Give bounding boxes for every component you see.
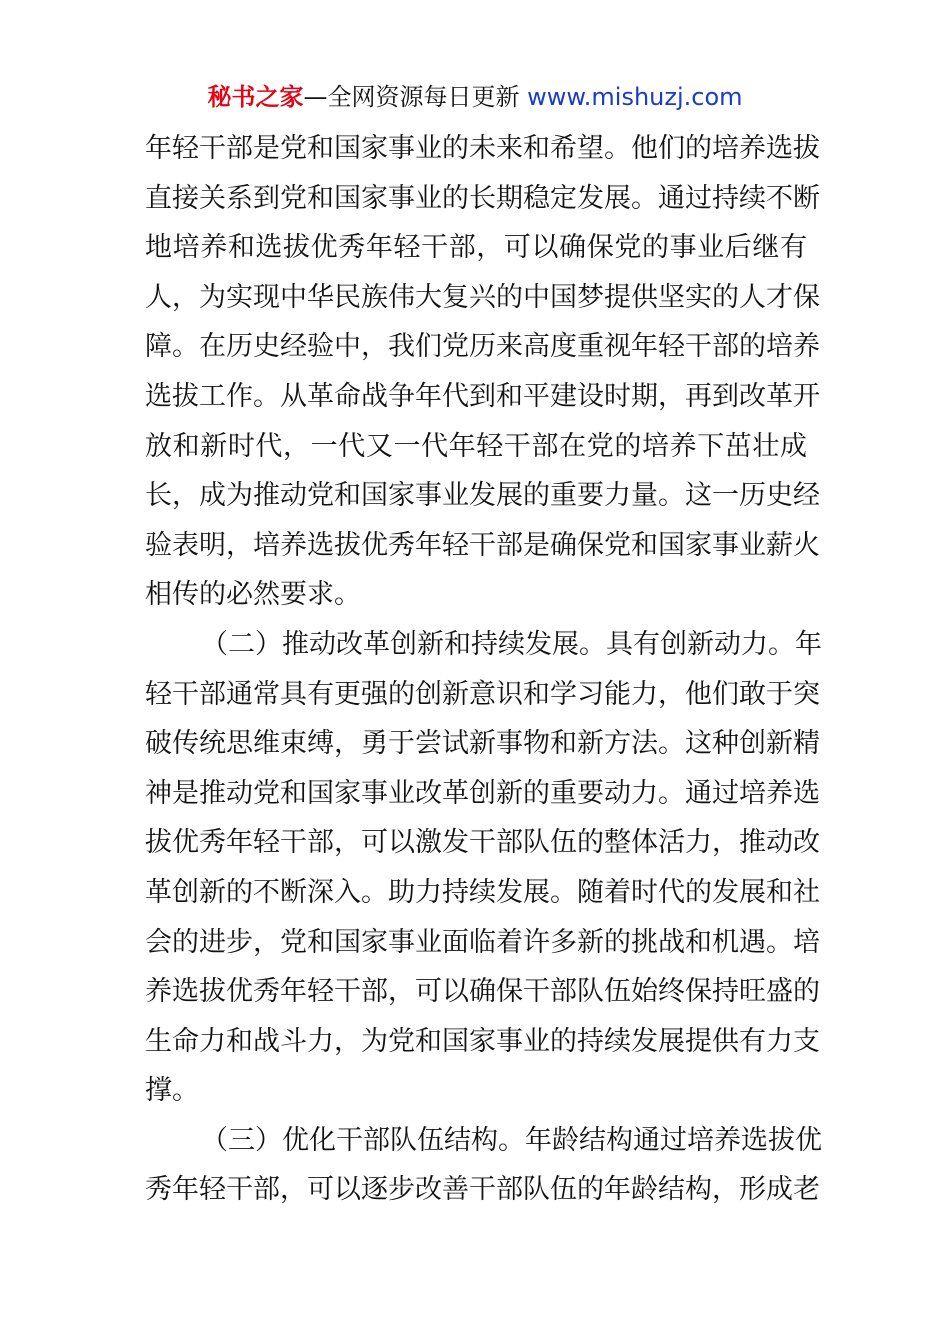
paragraph-line: 会的进步，党和国家事业面临着许多新的挑战和机遇。培 [145,926,820,958]
site-header [0,80,950,114]
paragraph-line: 生命力和战斗力，为党和国家事业的持续发展提供有力支 [145,1025,820,1057]
site-url[interactable]: www.mishuzj.com [527,83,743,111]
paragraph-line: 长，成为推动党和国家事业发展的重要力量。这一历史经 [145,480,820,512]
paragraph-line: 革创新的不断深入。助力持续发展。随着时代的发展和社 [145,876,820,908]
paragraph-line: （二）推动改革创新和持续发展。具有创新动力。年 [201,628,822,660]
paragraph-line: 撑。 [145,1075,199,1107]
paragraph-line: 养选拔优秀年轻干部，可以确保干部队伍始终保持旺盛的 [145,976,820,1008]
paragraph-line: 直接关系到党和国家事业的长期稳定发展。通过持续不断 [145,182,820,214]
paragraph [145,1116,822,1215]
paragraph [145,620,822,1116]
paragraph-line: 相传的必然要求。 [145,579,361,611]
brand-name: 秘书之家 [207,83,304,111]
paragraph-line: 秀年轻干部，可以逐步改善干部队伍的年龄结构，形成老 [145,1174,820,1206]
paragraph-line: 拔优秀年轻干部，可以激发干部队伍的整体活力，推动改 [145,827,820,859]
paragraph-line: 选拔工作。从革命战争年代到和平建设时期，再到改革开 [145,380,820,412]
header-slogan: —全网资源每日更新 [303,83,528,111]
paragraph-line: （三）优化干部队伍结构。年龄结构通过培养选拔优 [201,1124,822,1156]
paragraph [145,124,820,620]
paragraph-line: 障。在历史经验中，我们党历来高度重视年轻干部的培养 [145,331,820,363]
document-body [145,124,822,1215]
paragraph-line: 人，为实现中华民族伟大复兴的中国梦提供坚实的人才保 [145,281,820,313]
paragraph-line: 轻干部通常具有更强的创新意识和学习能力，他们敢于突 [145,678,820,710]
paragraph-line: 放和新时代，一代又一代年轻干部在党的培养下茁壮成 [145,430,807,462]
paragraph-line: 神是推动党和国家事业改革创新的重要动力。通过培养选 [145,777,820,809]
paragraph-line: 破传统思维束缚，勇于尝试新事物和新方法。这种创新精 [145,728,820,760]
paragraph-line: 年轻干部是党和国家事业的未来和希望。他们的培养选拔 [145,133,820,164]
paragraph-line: 地培养和选拔优秀年轻干部，可以确保党的事业后继有 [145,232,807,264]
paragraph-line: 验表明，培养选拔优秀年轻干部是确保党和国家事业薪火 [145,529,820,561]
